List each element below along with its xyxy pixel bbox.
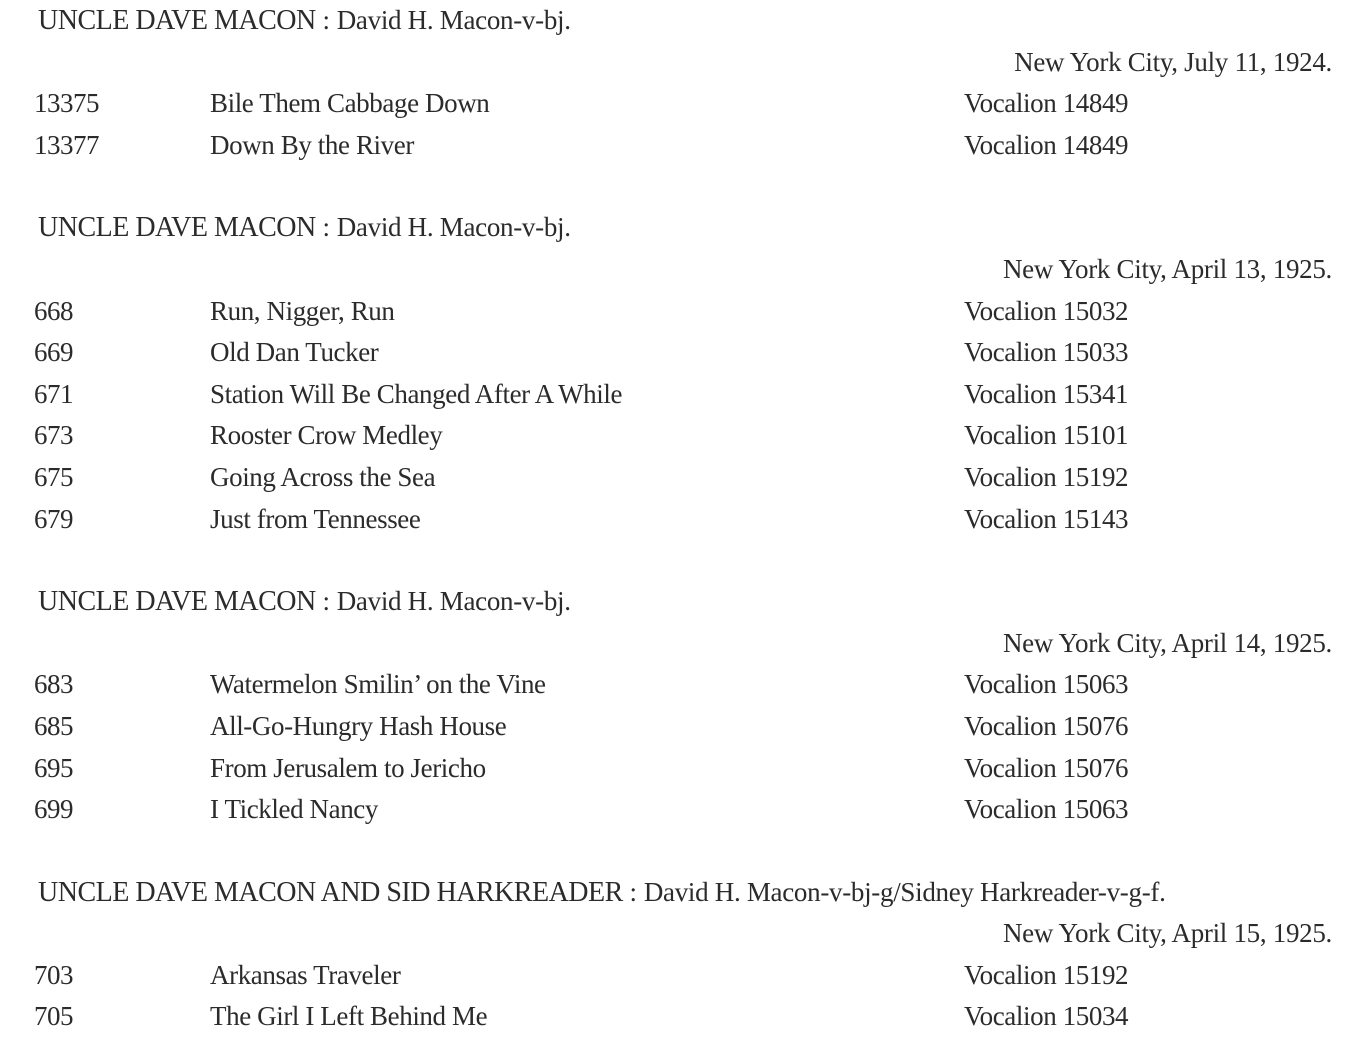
personnel-credits: David H. Macon-v-bj-g/Sidney Harkreader-v-g-f.	[643, 876, 1166, 907]
matrix-number: 671	[34, 378, 73, 409]
matrix-number: 673	[34, 420, 73, 451]
session-heading	[0, 0, 1350, 42]
song-title: From Jerusalem to Jericho	[210, 752, 486, 783]
recording-row	[0, 789, 1350, 831]
recording-row	[0, 332, 1350, 374]
recording-list	[0, 291, 1350, 541]
matrix-number: 668	[34, 295, 73, 326]
recording-row	[0, 415, 1350, 457]
recording-list	[0, 83, 1350, 166]
recording-row	[0, 706, 1350, 748]
matrix-number: 685	[34, 710, 73, 741]
issue-number: Vocalion 15341	[964, 378, 1129, 409]
session-location-date: New York City, July 11, 1924.	[1014, 46, 1332, 77]
heading-separator: :	[622, 876, 644, 907]
recording-session	[0, 872, 1350, 1038]
issue-number: Vocalion 15033	[964, 337, 1129, 368]
session-location-date: New York City, April 14, 1925.	[1002, 627, 1332, 658]
issue-number: Vocalion 15143	[964, 503, 1129, 534]
heading-separator: :	[315, 212, 337, 243]
issue-number: Vocalion 15076	[964, 710, 1129, 741]
session-heading	[0, 872, 1350, 914]
matrix-number: 705	[34, 1001, 73, 1032]
session-location-date: New York City, April 13, 1925.	[1002, 253, 1332, 284]
issue-number: Vocalion 15032	[964, 295, 1129, 326]
personnel-credits: David H. Macon-v-bj.	[336, 5, 571, 35]
song-title: Station Will Be Changed After A While	[210, 378, 623, 409]
issue-number: Vocalion 15192	[964, 461, 1129, 492]
issue-number: Vocalion 15192	[964, 959, 1129, 990]
matrix-number: 669	[34, 337, 73, 368]
recording-session	[0, 207, 1350, 540]
artist-name: UNCLE DAVE MACON	[38, 212, 316, 244]
session-location-date: New York City, April 15, 1925.	[1002, 918, 1332, 949]
issue-number: Vocalion 15063	[964, 669, 1129, 700]
issue-number: Vocalion 15101	[964, 420, 1129, 451]
song-title: Arkansas Traveler	[210, 959, 401, 990]
song-title: I Tickled Nancy	[210, 794, 378, 825]
matrix-number: 699	[34, 794, 73, 825]
recording-row	[0, 748, 1350, 790]
matrix-number: 13375	[34, 88, 99, 119]
recording-row	[0, 374, 1350, 416]
matrix-number: 683	[34, 669, 73, 700]
issue-number: Vocalion 15063	[964, 794, 1129, 825]
issue-number: Vocalion 15034	[964, 1001, 1129, 1032]
song-title: Bile Them Cabbage Down	[210, 88, 490, 119]
song-title: All-Go-Hungry Hash House	[210, 710, 507, 741]
recording-row	[0, 125, 1350, 167]
recording-row	[0, 291, 1350, 333]
heading-separator: :	[315, 5, 337, 35]
matrix-number: 13377	[34, 129, 99, 160]
recording-row	[0, 83, 1350, 125]
recording-row	[0, 664, 1350, 706]
song-title: Going Across the Sea	[210, 461, 436, 492]
artist-name: UNCLE DAVE MACON AND SID HARKREADER	[38, 876, 623, 908]
recording-list	[0, 955, 1350, 1038]
recording-row	[0, 457, 1350, 499]
personnel-credits: David H. Macon-v-bj.	[336, 212, 571, 243]
recording-list	[0, 664, 1350, 830]
recording-session	[0, 581, 1350, 831]
song-title: Down By the River	[210, 129, 414, 160]
matrix-number: 679	[34, 503, 73, 534]
song-title: Watermelon Smilin’ on the Vine	[210, 669, 546, 700]
issue-number: Vocalion 14849	[964, 129, 1129, 160]
song-title: Rooster Crow Medley	[210, 420, 443, 451]
matrix-number: 695	[34, 752, 73, 783]
recording-row	[0, 499, 1350, 541]
matrix-number: 703	[34, 959, 73, 990]
artist-name: UNCLE DAVE MACON	[38, 586, 316, 618]
session-heading	[0, 581, 1350, 623]
matrix-number: 675	[34, 461, 73, 492]
song-title: Old Dan Tucker	[210, 337, 379, 368]
song-title: The Girl I Left Behind Me	[210, 1001, 488, 1032]
personnel-credits: David H. Macon-v-bj.	[336, 586, 571, 617]
heading-separator: :	[315, 586, 337, 617]
issue-number: Vocalion 14849	[964, 88, 1129, 119]
recording-row	[0, 955, 1350, 997]
recording-session	[0, 0, 1350, 166]
song-title: Just from Tennessee	[210, 503, 421, 534]
session-heading	[0, 207, 1350, 249]
issue-number: Vocalion 15076	[964, 752, 1129, 783]
artist-name: UNCLE DAVE MACON	[38, 5, 316, 36]
recording-row	[0, 996, 1350, 1038]
song-title: Run, Nigger, Run	[210, 295, 395, 326]
